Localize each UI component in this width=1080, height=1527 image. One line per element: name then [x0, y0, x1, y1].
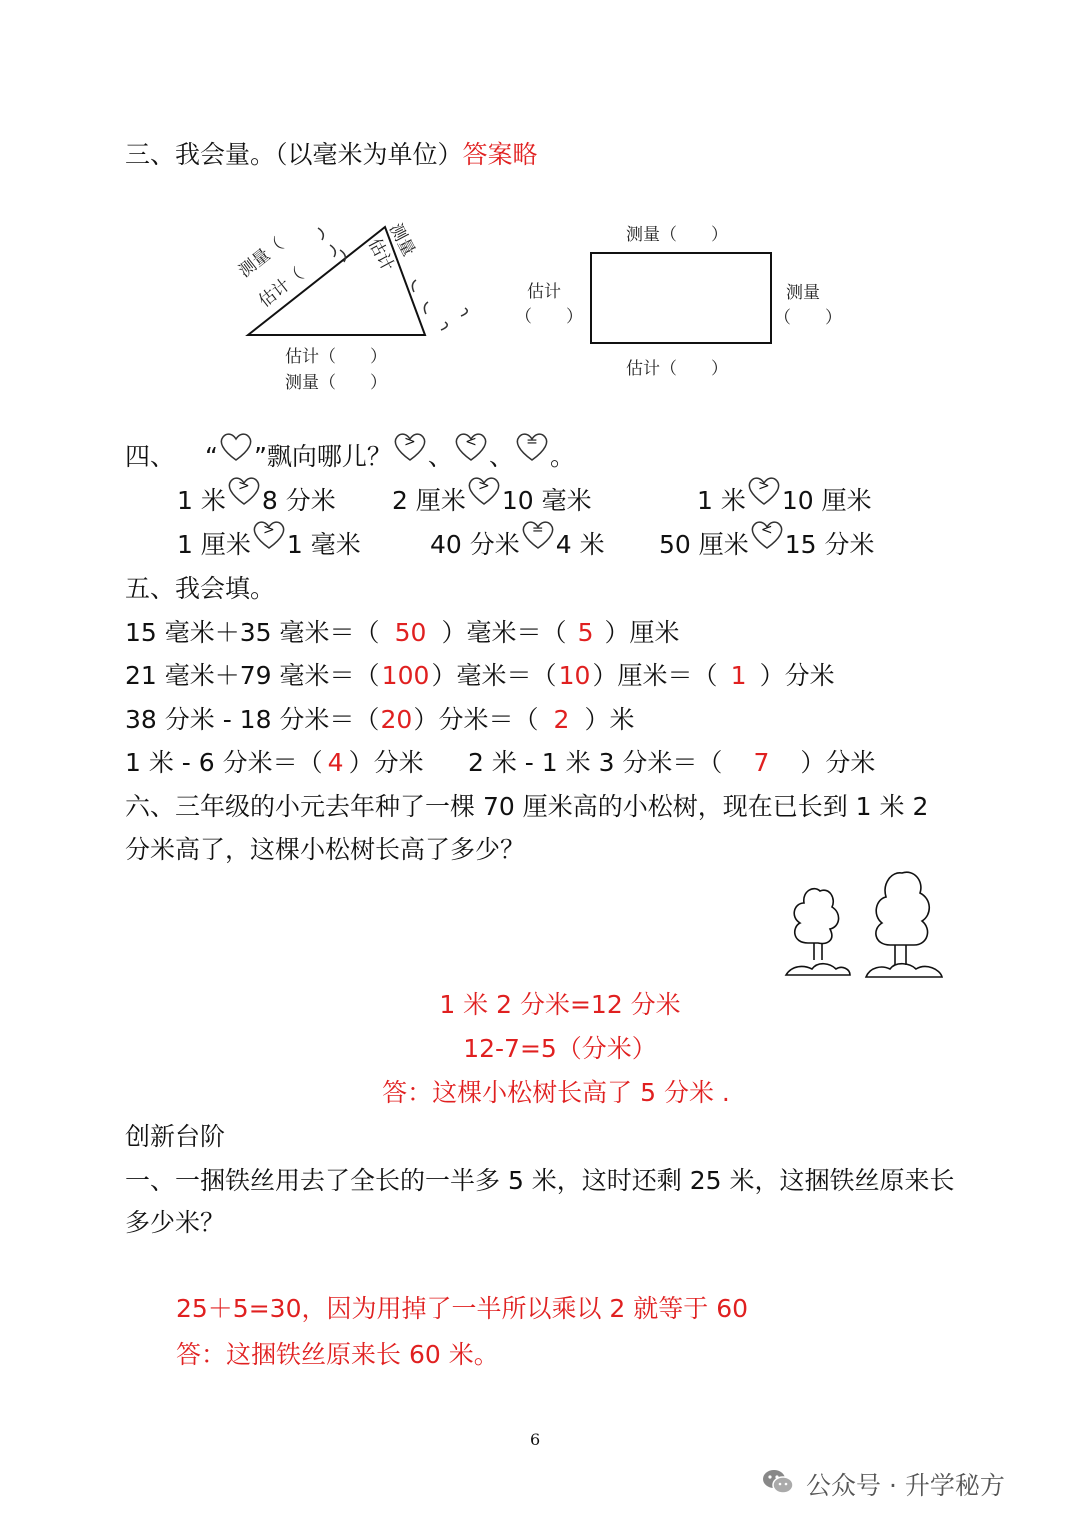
heart-icon [226, 476, 262, 506]
rect-top-label: 测量（ ） [626, 225, 728, 245]
compare-right: 10 厘米 [781, 486, 872, 515]
compare-right: 15 分米 [784, 530, 875, 559]
compare-symbol: = [531, 522, 544, 538]
compare-right: 1 毫米 [286, 530, 361, 559]
paren-mark [461, 308, 467, 316]
heart-icon [514, 432, 550, 462]
compare-right: 10 毫米 [501, 486, 592, 515]
fill-text: ）分米＝（ [413, 705, 539, 734]
fill-text: ）厘米＝（ [592, 661, 718, 690]
fill-text: ）米 [584, 705, 635, 734]
section3-answer: 答案略 [462, 140, 538, 169]
compare-symbol: > [262, 522, 275, 538]
heart-icon [392, 432, 428, 462]
fill-answer: 1 [730, 661, 747, 690]
paren-mark [318, 228, 323, 240]
compare-right: 4 米 [555, 530, 605, 559]
paren-mark [330, 245, 335, 257]
tri-right-label-1: 测量 [384, 220, 419, 260]
heart-icon [466, 476, 502, 506]
compare-item [659, 522, 875, 560]
tri-left-label-1: 测量（ [235, 234, 288, 282]
fill-answer: 7 [753, 748, 770, 777]
rect-bottom-label: 估计（ ） [626, 359, 728, 379]
heart-icon [251, 520, 287, 550]
fill-answer: 4 [327, 748, 344, 777]
rect-left-paren: （ ） [515, 307, 583, 327]
section4-question: ”飘向哪儿？ [253, 442, 392, 471]
section3-title [125, 140, 538, 170]
compare-item [392, 478, 592, 516]
innovation-answer-1: 25＋5=30，因为用掉了一半所以乘以 2 就等于 60 [176, 1294, 749, 1323]
tri-left-label-2: 估计（ [255, 264, 308, 312]
compare-left: 2 厘米 [392, 486, 466, 515]
separator: 、 [427, 442, 453, 471]
section3-title-text: 三、我会量。（以毫米为单位） [125, 140, 463, 169]
wechat-icon [762, 1467, 792, 1497]
paren-mark [424, 302, 428, 314]
rect-left-label: 估计 [527, 282, 561, 302]
section6-line-1: 六、三年级的小元去年种了一棵 70 厘米高的小松树，现在已长到 1 米 2 [125, 792, 929, 821]
equals-symbol: = [526, 434, 538, 450]
fill-answer: 2 [553, 705, 570, 734]
small-tree-crown [794, 889, 838, 944]
fill-text: ）毫米＝（ [441, 618, 567, 647]
big-tree-trunk [895, 945, 906, 965]
fill-answer: 20 [380, 705, 413, 734]
compare-symbol: > [477, 478, 490, 494]
compare-symbol: < [760, 522, 773, 538]
compare-left: 1 厘米 [177, 530, 251, 559]
section6-answer-1: 1 米 2 分米=12 分米 [439, 990, 681, 1019]
fill-line-2 [125, 661, 835, 691]
tri-bottom-label-1: 估计（ ） [285, 347, 387, 367]
rect-right-label: 测量 [786, 283, 820, 303]
section6-line-2: 分米高了，这棵小松树长高了多少？ [125, 835, 526, 864]
fill-line-1 [125, 618, 680, 648]
quote-open: “ [205, 442, 218, 471]
section4-title-num: 四、 [125, 442, 176, 471]
less-than-symbol: < [465, 434, 477, 450]
compare-item [697, 478, 872, 516]
compare-left: 50 厘米 [659, 530, 749, 559]
fill-answer: 50 [394, 618, 427, 647]
compare-item [177, 478, 336, 516]
fill-answer: 10 [558, 661, 591, 690]
compare-item [430, 522, 605, 560]
page-number: 6 [530, 1430, 541, 1449]
compare-symbol: > [757, 478, 770, 494]
fill-text: 21 毫米＋79 毫米＝（ [125, 661, 380, 690]
greater-than-symbol: > [404, 434, 416, 450]
heart-icon [749, 520, 785, 550]
section5-title: 五、我会填。 [125, 574, 276, 603]
fill-text: ）分米 [800, 748, 876, 777]
heart-icon [520, 520, 556, 550]
innovation-answer-2: 答：这捆铁丝原来长 60 米。 [176, 1340, 499, 1369]
section6-answer-3: 答：这棵小松树长高了 5 分米 . [382, 1078, 730, 1107]
compare-symbol: > [237, 478, 250, 494]
fill-text: 2 米 - 1 米 3 分米＝（ [468, 748, 723, 777]
compare-left: 1 米 [697, 486, 746, 515]
innovation-line-1: 一、一捆铁丝用去了全长的一半多 5 米，这时还剩 25 米，这捆铁丝原来长 [125, 1166, 955, 1195]
innovation-title: 创新台阶 [125, 1122, 226, 1151]
heart-icon [218, 432, 254, 462]
tri-bottom-label-2: 测量（ ） [285, 373, 387, 393]
section6-answer-2: 12-7=5（分米） [463, 1034, 657, 1063]
fill-text: ）厘米 [604, 618, 680, 647]
fill-line-4b [468, 748, 875, 778]
fill-line-4a [125, 748, 424, 778]
fill-text: 1 米 - 6 分米＝（ [125, 748, 323, 777]
trees-illustration [778, 865, 948, 983]
period: 。 [549, 442, 575, 471]
innovation-line-2: 多少米？ [125, 1208, 226, 1237]
compare-left: 40 分米 [430, 530, 520, 559]
fill-answer: 5 [577, 618, 594, 647]
watermark-text: 公众号 · 升学秘方 [806, 1471, 1005, 1500]
fill-answer: 100 [381, 661, 430, 690]
small-tree-trunk [814, 943, 822, 960]
big-tree-crown [876, 872, 929, 945]
heart-icon [453, 432, 489, 462]
section4-title [125, 434, 575, 472]
rectangle-shape [590, 252, 772, 344]
separator: 、 [488, 442, 514, 471]
tri-right-label-2: 估计 [363, 235, 398, 275]
heart-icon [746, 476, 782, 506]
paren-mark [441, 322, 447, 330]
big-tree-bush [866, 964, 942, 977]
small-tree-bush [786, 964, 850, 975]
compare-left: 1 米 [177, 486, 226, 515]
compare-item [177, 522, 361, 560]
compare-right: 8 分米 [261, 486, 336, 515]
fill-line-3 [125, 705, 634, 735]
fill-text: 38 分米 - 18 分米＝（ [125, 705, 380, 734]
fill-text: ）毫米＝（ [431, 661, 557, 690]
paren-mark [412, 280, 416, 292]
fill-text: 15 毫米＋35 毫米＝（ [125, 618, 380, 647]
fill-text: ）分米 [759, 661, 835, 690]
fill-text: ）分米 [348, 748, 424, 777]
rect-right-paren: （ ） [774, 308, 842, 328]
